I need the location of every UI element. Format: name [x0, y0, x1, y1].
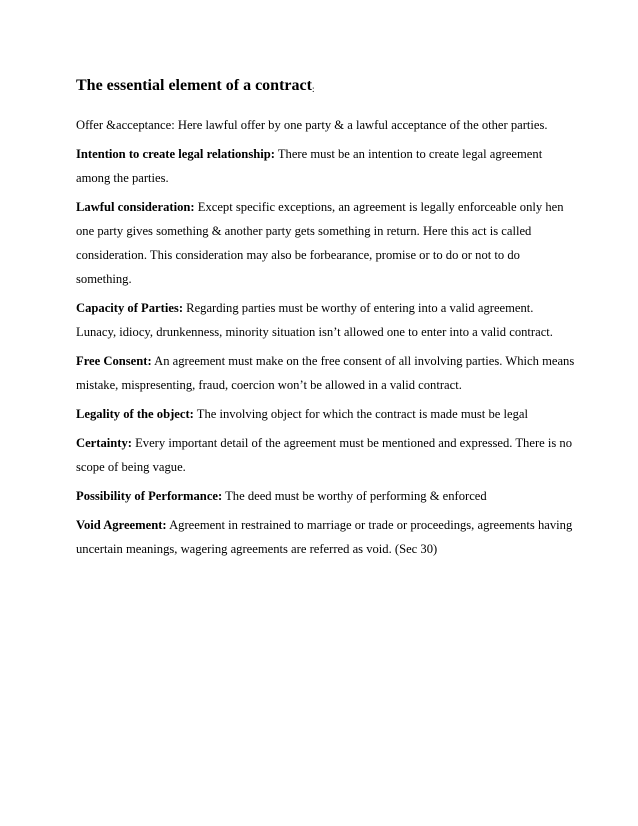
section-lawful-consideration	[76, 195, 576, 291]
section-void-agreement	[76, 513, 576, 561]
section-capacity-of-parties	[76, 296, 576, 344]
section-term: Possibility of Performance:	[76, 489, 223, 503]
section-term: Void Agreement:	[76, 518, 167, 532]
section-intention	[76, 142, 576, 190]
section-text: Agreement in restrained to marriage or trade or proceedings, agreements having uncertain meanings, wagering agreements are referred as void. (Sec 30)	[76, 518, 573, 556]
section-text: The deed must be worthy of performing & enforced	[222, 489, 487, 503]
section-term: Capacity of Parties:	[76, 301, 184, 315]
document-title	[76, 76, 576, 99]
section-text: There must be an intention to create legal agreement among the parties.	[76, 147, 543, 185]
section-text: Offer &acceptance: Here lawful offer by one party & a lawful acceptance of the other parties.	[76, 118, 548, 132]
section-legality-of-object	[76, 402, 576, 426]
section-term: Lawful consideration:	[76, 200, 195, 214]
section-text: Regarding parties must be worthy of entering into a valid agreement. Lunacy, idiocy, drunkenness, minority situation isn’t allowed one to enter into a valid contract.	[76, 301, 553, 339]
document-title-colon: :	[311, 84, 315, 94]
section-term: Legality of the object:	[76, 407, 194, 421]
document-title-text: The essential element of a contract	[76, 77, 312, 94]
document-page	[76, 76, 576, 566]
section-term: Free Consent:	[76, 354, 152, 368]
section-text: Except specific exceptions, an agreement is legally enforceable only hen one party gives something & another party gets something in return. Here this act is called consideration. This consideration may also be forbearance, promise or to do or not to do something.	[76, 200, 564, 286]
section-possibility-of-performance	[76, 484, 576, 508]
section-offer-acceptance	[76, 113, 576, 137]
section-text: Every important detail of the agreement must be mentioned and expressed. There is no scope of being vague.	[76, 436, 573, 474]
section-text: An agreement must make on the free consent of all involving parties. Which means mistake, mispresenting, fraud, coercion won’t be allowed in a valid contract.	[76, 354, 575, 392]
section-term: Certainty:	[76, 436, 132, 450]
section-certainty	[76, 431, 576, 479]
section-term: Intention to create legal relationship:	[76, 147, 275, 161]
section-free-consent	[76, 349, 576, 397]
section-text: The involving object for which the contract is made must be legal	[193, 407, 528, 421]
